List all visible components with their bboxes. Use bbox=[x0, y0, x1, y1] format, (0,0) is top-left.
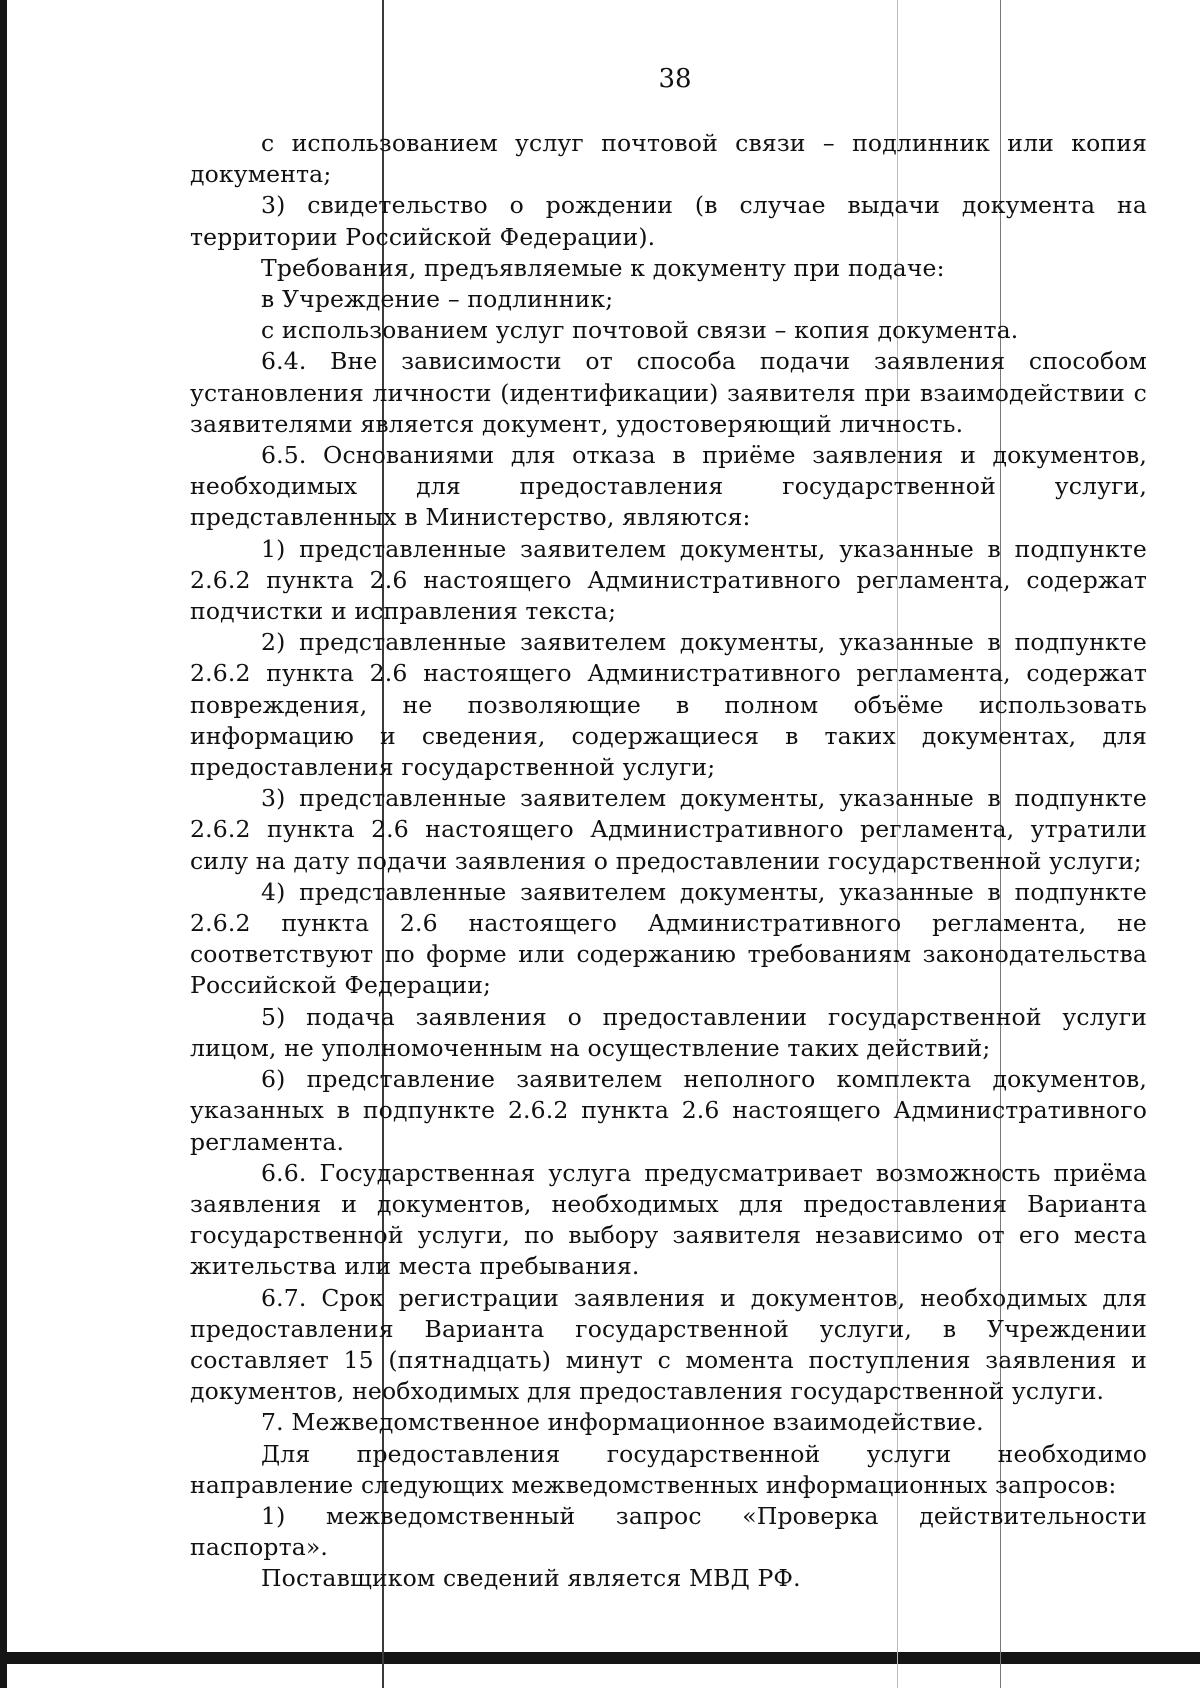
paragraph: 6.7. Срок регистрации заявления и документов, необходимых для предоставления Варианта государственной услуги, в Учреждении составляет 15 (пятнадцать) минут с момента поступления заявления и документов, необходимых для предоставления государственной услуги. bbox=[190, 1283, 1147, 1406]
section-heading: 7. Межведомственное информационное взаимодействие. bbox=[261, 1408, 984, 1437]
scan-edge-bottom bbox=[0, 1652, 1200, 1664]
paragraph: Требования, предъявляемые к документу при подаче: bbox=[261, 253, 945, 282]
paragraph: 6.5. Основаниями для отказа в приёме заявления и документов, необходимых для предоставления государственной услуги, представленных в Министерство, являются: bbox=[190, 441, 1147, 532]
paragraph: с использованием услуг почтовой связи – подлинник или копия документа; bbox=[190, 129, 1147, 189]
document-body bbox=[190, 128, 1147, 1595]
page-number: 38 bbox=[658, 64, 692, 94]
paragraph: Поставщиком сведений является МВД РФ. bbox=[261, 1564, 801, 1593]
paragraph: 3) свидетельство о рождении (в случае выдачи документа на территории Российской Федерации). bbox=[190, 191, 1147, 251]
list-item: 2) представленные заявителем документы, указанные в подпункте 2.6.2 пункта 2.6 настоящего Административного регламента, содержат повреждения, не позволяющие в полном объёме использовать информацию и сведения, содержащиеся в таких документах, для предоставления государственной услуги; bbox=[190, 628, 1147, 782]
paragraph: в Учреждение – подлинник; bbox=[261, 285, 614, 314]
list-item: 1) межведомственный запрос «Проверка действительности паспорта». bbox=[190, 1501, 1147, 1562]
list-item: 3) представленные заявителем документы, указанные в подпункте 2.6.2 пункта 2.6 настоящего Административного регламента, утратили силу на дату подачи заявления о предоставлении государственной услуги; bbox=[190, 784, 1147, 875]
paragraph: с использованием услуг почтовой связи – копия документа. bbox=[261, 316, 1019, 345]
list-item: 5) подача заявления о предоставлении государственной услуги лицом, не уполномоченным на осуществление таких действий; bbox=[190, 1002, 1147, 1062]
paragraph: 6.4. Вне зависимости от способа подачи заявления способом установления личности (идентификации) заявителя при взаимодействии с заявителями является документ, удостоверяющий личность. bbox=[190, 347, 1147, 438]
list-item: 6) представление заявителем неполного комплекта документов, указанных в подпункте 2.6.2 пункта 2.6 настоящего Административного регламента. bbox=[190, 1065, 1147, 1156]
paragraph: 6.6. Государственная услуга предусматривает возможность приёма заявления и документов, необходимых для предоставления Варианта государственной услуги, по выбору заявителя независимо от его места жительства или места пребывания. bbox=[190, 1158, 1147, 1281]
paragraph: Для предоставления государственной услуги необходимо направление следующих межведомственных информационных запросов: bbox=[190, 1439, 1147, 1499]
scan-edge-left bbox=[0, 0, 7, 1688]
list-item: 4) представленные заявителем документы, указанные в подпункте 2.6.2 пункта 2.6 настоящего Административного регламента, не соответствуют по форме или содержанию требованиям законодательства Российской Федерации; bbox=[190, 877, 1147, 1000]
list-item: 1) представленные заявителем документы, указанные в подпункте 2.6.2 пункта 2.6 настоящего Административного регламента, содержат подчистки и исправления текста; bbox=[190, 534, 1147, 626]
